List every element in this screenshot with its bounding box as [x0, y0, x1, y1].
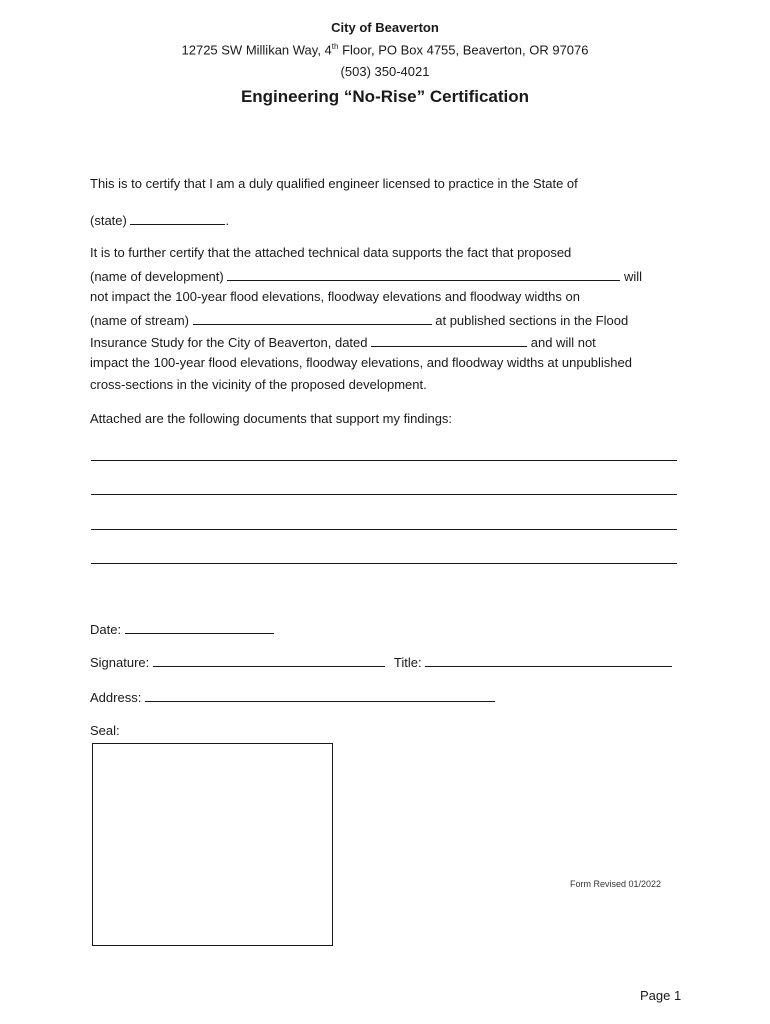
date-field[interactable] — [125, 620, 274, 634]
form-revised-note: Form Revised 01/2022 — [570, 879, 662, 889]
fis-after-text: and will not — [530, 335, 596, 350]
state-field[interactable] — [130, 211, 225, 225]
state-period: . — [225, 213, 230, 228]
further-certify-line-7: cross-sections in the vicinity of the proposed development. — [90, 377, 427, 392]
attached-documents-intro: Attached are the following documents that support my findings: — [90, 411, 453, 426]
organization-address — [0, 42, 770, 57]
page-number: Page 1 — [640, 988, 682, 1003]
date-row — [90, 620, 274, 638]
document-line-1[interactable] — [91, 460, 677, 461]
stream-line — [90, 311, 628, 329]
certify-line-1: This is to certify that I am a duly qualified engineer licensed to practice in the State of — [90, 176, 578, 191]
further-certify-line-1: It is to further certify that the attached technical data supports the fact that proposed — [90, 245, 572, 260]
state-line — [90, 211, 229, 229]
document-line-2[interactable] — [91, 494, 677, 495]
fis-before-text: Insurance Study for the City of Beaverton, dated — [90, 335, 368, 350]
stream-label: (name of stream) — [90, 313, 189, 328]
address-field[interactable] — [145, 688, 495, 702]
address-row — [90, 688, 495, 706]
seal-label: Seal: — [90, 723, 120, 738]
organization-name: City of Beaverton — [331, 20, 439, 35]
title-label: Title: — [393, 655, 422, 670]
form-title: Engineering “No-Rise” Certification — [240, 87, 530, 106]
further-certify-line-6: impact the 100-year flood elevations, floodway elevations, and floodway widths at unpublished — [90, 355, 633, 370]
stream-name-field[interactable] — [193, 311, 432, 325]
signature-row — [90, 653, 672, 671]
date-label: Date: — [90, 622, 122, 637]
fis-date-field[interactable] — [371, 333, 527, 347]
state-label: (state) — [90, 213, 127, 228]
address-superscript: th — [331, 42, 339, 51]
development-label: (name of development) — [90, 269, 224, 284]
development-name-field[interactable] — [227, 267, 620, 281]
title-field[interactable] — [425, 653, 672, 667]
will-text: will — [623, 269, 642, 284]
signature-label: Signature: — [90, 655, 150, 670]
document-line-4[interactable] — [91, 563, 677, 564]
stream-after-text: at published sections in the Flood — [435, 313, 629, 328]
seal-box[interactable] — [92, 743, 333, 946]
further-certify-line-3: not impact the 100-year flood elevations, floodway elevations and floodway widths on — [90, 289, 580, 304]
fis-line — [90, 333, 596, 351]
address-part-2: Floor, PO Box 4755, Beaverton, OR 97076 — [338, 42, 589, 58]
development-line — [90, 267, 642, 285]
organization-phone: (503) 350-4021 — [340, 64, 430, 79]
address-label: Address: — [90, 690, 142, 705]
address-part-1: 12725 SW Millikan Way, 4 — [181, 42, 332, 58]
signature-field[interactable] — [153, 653, 385, 667]
document-line-3[interactable] — [91, 529, 677, 530]
